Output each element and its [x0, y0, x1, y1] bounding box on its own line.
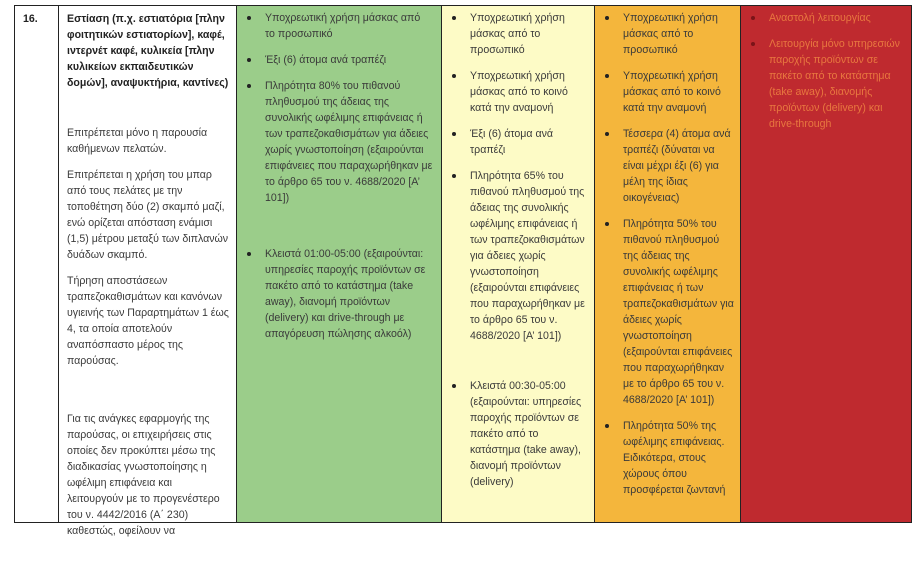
description-paragraph: Για τις ανάγκες εφαρμογής της παρούσας, οι επιχειρήσεις στις οποίες δεν προκύπτει μέσω της διαδικασίας γνωστοποίησης η ωφέλιμη επιφάνεια και λειτουργούν με το προγενέστερο του ν. 4442/2016 (Α΄ 230) καθεστώς, οφείλουν να	[67, 413, 220, 537]
description-paragraph: Τήρηση αποστάσεων τραπεζοκαθισμάτων και κανόνων υγιεινής των Παραρτημάτων 1 έως 4, τα οποία αποτελούν αναπόσπαστο μέρος της παρούσας.	[67, 275, 229, 367]
yellow-level-cell	[442, 6, 595, 522]
measure-item: Πληρότητα 50% του πιθανού πληθυσμού της άδειας της συνολικής ωφέλιμης επιφάνειας ή των τραπεζοκαθισμάτων για άδειες χωρίς γνωστοποίηση (εξαιρούνται επιφάνειες που παραχωρήθηκαν με το άρθρο 65 του ν. 4688/2020 [Α’ 101])	[595, 216, 734, 408]
measure-item: Πληρότητα 65% του πιθανού πληθυσμού της άδειας της συνολικής ωφέλιμης επιφάνειας ή των τραπεζοκαθισμάτων για άδειες χωρίς γνωστοποίηση (εξαιρούνται επιφάνειες που παραχωρήθηκαν με το άρθρο 65 του ν. 4688/2020 [Α’ 101])	[442, 168, 588, 344]
measure-item: Έξι (6) άτομα ανά τραπέζι	[442, 126, 588, 158]
row-number: 16.	[15, 6, 59, 522]
measure-item: Υποχρεωτική χρήση μάσκας από το κοινό κατά την αναμονή	[595, 68, 734, 116]
activity-title: Εστίαση (π.χ. εστιατόρια [πλην φοιτητικών εστιατορίων], καφέ, ιντερνέτ καφέ, κυλικεία [πλην κυλικείων εκπαιδευτικών δομών], αναψυκτήρια, καντίνες)	[67, 13, 229, 89]
measure-item: Υποχρεωτική χρήση μάσκας από το κοινό κατά την αναμονή	[442, 68, 588, 116]
description-paragraph: Επιτρέπεται μόνο η παρουσία καθήμενων πελατών.	[67, 127, 208, 155]
measure-item: Πληρότητα 80% του πιθανού πληθυσμού της άδειας της συνολικής ωφέλιμης επιφάνειας ή των τραπεζοκαθισμάτων για άδειες χωρίς γνωστοποίηση (εξαιρούνται επιφάνειες που παραχωρήθηκαν με το άρθρο 65 του ν. 4688/2020 [Α’ 101])	[237, 78, 433, 206]
description-paragraph: Επιτρέπεται η χρήση του μπαρ από τους πελάτες με την τοποθέτηση δύο (2) σκαμπό μαζί, ενώ ορίζεται απόσταση ενάμισι (1,5) μέτρου μεταξύ των διπλανών δυάδων σκαμπό.	[67, 169, 229, 261]
green-level-cell	[237, 6, 442, 522]
measure-item: Υποχρεωτική χρήση μάσκας από το προσωπικό	[442, 10, 588, 58]
measure-item: Κλειστά 00:30-05:00 (εξαιρούνται: υπηρεσίες παροχής προϊόντων σε πακέτο από το κατάστημα (take away), διανομή προϊόντων (delivery)	[442, 378, 588, 490]
measure-item: Τέσσερα (4) άτομα ανά τραπέζι (δύναται να είναι μέχρι έξι (6) για μέλη της ίδιας οικογένειας)	[595, 126, 734, 206]
measure-item: Αναστολή λειτουργίας	[741, 10, 905, 26]
measure-item: Πληρότητα 50% της ωφέλιμης επιφάνειας. Ειδικότερα, στους χώρους όπου προσφέρεται ζωντανή	[595, 418, 734, 498]
measure-item: Έξι (6) άτομα ανά τραπέζι	[237, 52, 433, 68]
measure-item: Κλειστά 01:00-05:00 (εξαιρούνται: υπηρεσίες παροχής προϊόντων σε πακέτο από το κατάστημα (take away), διανομή προϊόντων (delivery) και drive-through με απαγόρευση πώλησης αλκοόλ)	[237, 246, 433, 342]
measure-item: Υποχρεωτική χρήση μάσκας από το προσωπικό	[237, 10, 433, 42]
measures-table	[14, 5, 912, 537]
measure-item: Υποχρεωτική χρήση μάσκας από το προσωπικό	[595, 10, 734, 58]
activity-description-cell	[59, 6, 237, 537]
red-level-cell	[741, 6, 911, 522]
measure-item: Λειτουργία μόνο υπηρεσιών παροχής προϊόντων σε πακέτο από το κατάστημα (take away), διανομής προϊόντων (delivery) και drive-through	[741, 36, 905, 132]
orange-level-cell	[595, 6, 741, 522]
